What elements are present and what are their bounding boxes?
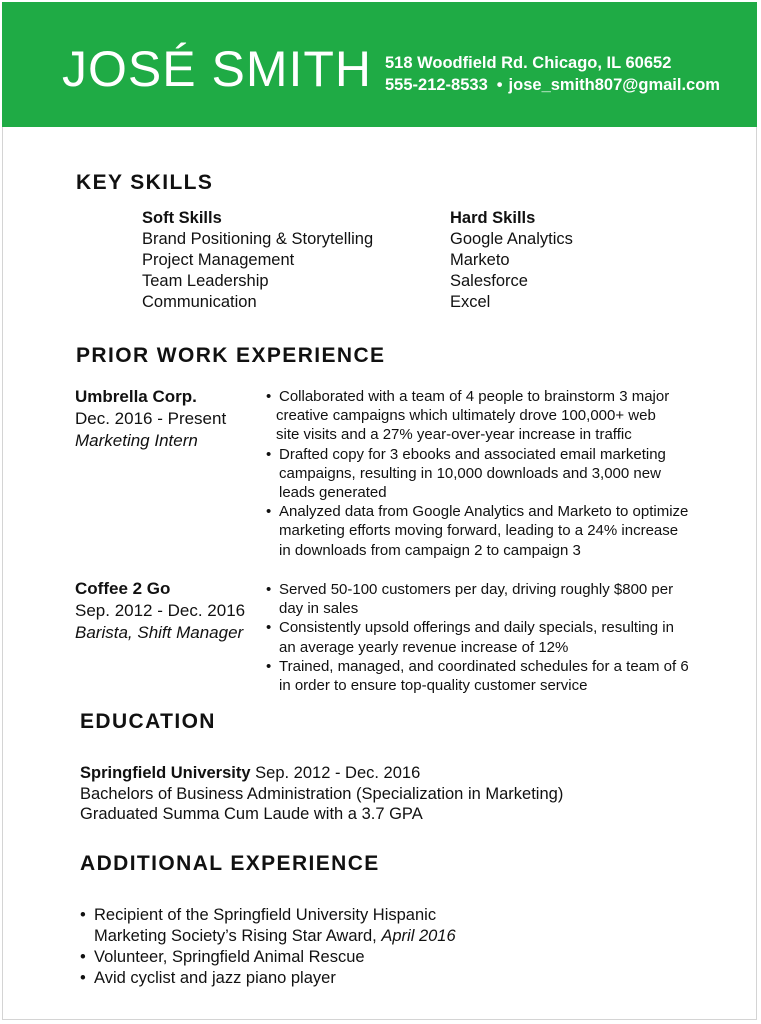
address: 518 Woodfield Rd. Chicago, IL 60652 xyxy=(385,54,672,72)
company-name: Umbrella Corp. xyxy=(75,387,197,406)
bullet-line: creative campaigns which ultimately drove 100,000+ web xyxy=(276,407,656,425)
bullet-line: Collaborated with a team of 4 people to brainstorm 3 major xyxy=(279,388,670,405)
bullet-item xyxy=(266,580,689,618)
job-dates: Dec. 2016 - Present xyxy=(75,409,227,428)
education-entry xyxy=(80,763,563,825)
bullet-dot: • xyxy=(266,657,272,675)
education-dates: Sep. 2012 - Dec. 2016 xyxy=(250,764,421,782)
additional-list xyxy=(80,905,456,989)
experience-title: PRIOR WORK EXPERIENCE xyxy=(76,344,386,367)
soft-skill-item: Project Management xyxy=(142,251,295,269)
job-dates: Sep. 2012 - Dec. 2016 xyxy=(75,601,246,620)
bullet-line: in downloads from campaign 2 to campaign 3 xyxy=(279,541,581,559)
phone: 555-212-8533 xyxy=(385,76,488,94)
bullet-line: Served 50-100 customers per day, driving roughly $800 per xyxy=(279,581,674,598)
hard-skill-item: Salesforce xyxy=(450,272,528,290)
bullet-item xyxy=(266,387,688,445)
bullet-dot: • xyxy=(266,503,272,521)
honors: Graduated Summa Cum Laude with a 3.7 GPA xyxy=(80,805,423,823)
bullet-dot: • xyxy=(266,581,272,598)
job-entry-coffee xyxy=(75,578,245,644)
bullet-line: leads generated xyxy=(279,484,387,502)
contact-info xyxy=(385,52,720,96)
bullet-line: in order to ensure top-quality customer service xyxy=(279,677,588,695)
additional-item xyxy=(80,947,456,968)
hobby: Avid cyclist and jazz piano player xyxy=(94,969,336,987)
umbrella-bullets xyxy=(266,387,688,560)
bullet-dot: • xyxy=(80,969,86,987)
coffee-bullets xyxy=(266,580,689,695)
award-line: Recipient of the Springfield University Hispanic xyxy=(94,906,437,924)
bullet-line: an average yearly revenue increase of 12% xyxy=(279,638,569,656)
bullet-line: Drafted copy for 3 ebooks and associated email marketing xyxy=(279,445,666,463)
bullet-line: Trained, managed, and coordinated schedules for a team of 6 xyxy=(279,657,689,675)
hard-skills-heading: Hard Skills xyxy=(450,209,536,227)
degree: Bachelors of Business Administration (Specialization in Marketing) xyxy=(80,784,564,803)
volunteer: Volunteer, Springfield Animal Rescue xyxy=(94,948,365,966)
bullet-line: marketing efforts moving forward, leading to a 24% increase xyxy=(279,522,679,540)
bullet-line: Consistently upsold offerings and daily specials, resulting in xyxy=(279,619,674,637)
bullet-dot: • xyxy=(266,388,272,405)
bullet-dot: • xyxy=(80,906,86,924)
additional-item xyxy=(80,905,456,947)
header-banner xyxy=(2,2,757,127)
bullet-line: Analyzed data from Google Analytics and Marketo to optimize xyxy=(279,503,689,521)
soft-skill-item: Brand Positioning & Storytelling xyxy=(142,230,374,248)
award-line: Marketing Society’s Rising Star Award, xyxy=(94,927,382,945)
additional-title: ADDITIONAL EXPERIENCE xyxy=(80,852,380,875)
additional-item xyxy=(80,968,456,989)
hard-skill-item: Marketo xyxy=(450,251,510,269)
bullet-dot: • xyxy=(266,619,272,637)
hard-skill-item: Google Analytics xyxy=(450,230,573,248)
soft-skill-item: Team Leadership xyxy=(142,272,269,290)
hard-skill-item: Excel xyxy=(450,293,491,311)
key-skills-title: KEY SKILLS xyxy=(76,171,214,194)
award-date: April 2016 xyxy=(381,927,456,945)
job-role: Barista, Shift Manager xyxy=(75,623,244,642)
soft-skills-column xyxy=(142,208,373,313)
company-name: Coffee 2 Go xyxy=(75,579,171,598)
job-entry-umbrella xyxy=(75,386,226,452)
soft-skills-heading: Soft Skills xyxy=(142,209,222,227)
bullet-item xyxy=(266,657,689,695)
soft-skill-item: Communication xyxy=(142,293,257,311)
bullet-line: campaigns, resulting in 10,000 downloads and 3,000 new xyxy=(279,464,661,482)
bullet-item xyxy=(266,502,688,560)
separator-dot: • xyxy=(496,76,503,94)
job-role: Marketing Intern xyxy=(75,431,198,450)
bullet-line: site visits and a 27% year-over-year increase in traffic xyxy=(276,426,632,444)
bullet-dot: • xyxy=(266,445,272,463)
education-title: EDUCATION xyxy=(80,710,216,733)
bullet-line: day in sales xyxy=(279,600,359,618)
bullet-item xyxy=(266,618,689,656)
candidate-name: JOSÉ SMITH xyxy=(62,41,373,97)
bullet-dot: • xyxy=(80,948,86,966)
bullet-item xyxy=(266,445,688,503)
hard-skills-column xyxy=(450,208,573,313)
school-name: Springfield University xyxy=(80,764,251,782)
email: jose_smith807@gmail.com xyxy=(508,76,720,94)
